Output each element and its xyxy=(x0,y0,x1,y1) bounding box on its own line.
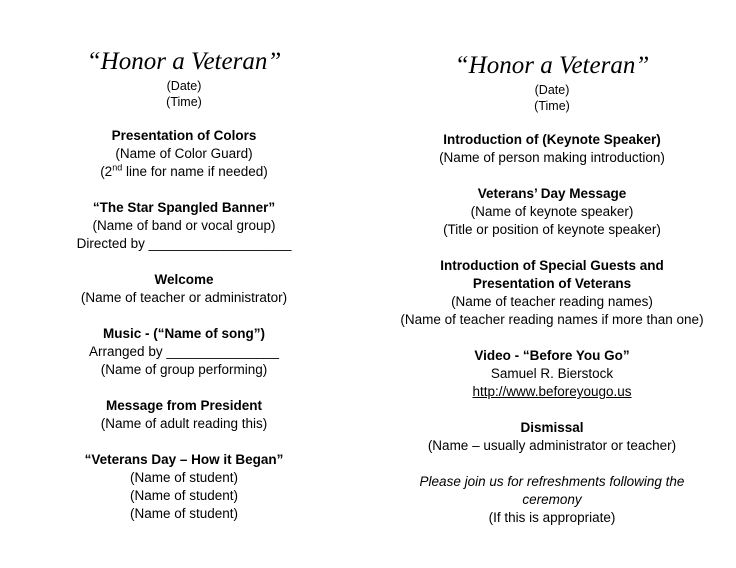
program-title: “Honor a Veteran” xyxy=(86,48,282,75)
section-heading: Presentation of Colors xyxy=(111,128,257,143)
program-title: “Honor a Veteran” xyxy=(454,52,650,79)
section-line: Arranged by _______________ xyxy=(89,344,279,359)
section-heading: Introduction of Special Guests and xyxy=(440,258,664,273)
date-placeholder: (Date) xyxy=(166,79,202,93)
section-welcome xyxy=(0,271,368,307)
time-placeholder: (Time) xyxy=(166,95,202,109)
section-line: Directed by ___________________ xyxy=(76,236,292,251)
section-line: (Name of student) xyxy=(129,506,239,521)
section-line: (Name of adult reading this) xyxy=(100,416,268,431)
section-line: (If this is appropriate) xyxy=(488,510,616,525)
date-placeholder: (Date) xyxy=(534,83,570,97)
section-keynote-introduction xyxy=(368,131,736,167)
section-line: (Name of person making introduction) xyxy=(439,150,665,165)
section-heading: “Veterans Day – How it Began” xyxy=(84,452,284,467)
left-program-panel xyxy=(0,0,368,523)
section-line: (Name of keynote speaker) xyxy=(470,204,634,219)
section-line: (Name of teacher or administrator) xyxy=(80,290,288,305)
section-heading: Video - “Before You Go” xyxy=(474,348,630,363)
section-heading: Introduction of (Keynote Speaker) xyxy=(443,132,661,147)
time-placeholder: (Time) xyxy=(534,99,570,113)
section-presentation-of-colors xyxy=(0,127,368,181)
section-line: (Name – usually administrator or teacher) xyxy=(427,438,677,453)
right-program-panel xyxy=(368,0,736,527)
section-heading: Veterans’ Day Message xyxy=(477,186,627,201)
section-line: (Name of Color Guard) xyxy=(115,146,253,161)
refreshments-note: ceremony xyxy=(522,492,582,507)
section-special-guests xyxy=(368,257,736,329)
section-veterans-day-message xyxy=(368,185,736,239)
section-veterans-day-history xyxy=(0,451,368,523)
section-line: (2nd line for name if needed) xyxy=(100,162,268,179)
section-line: (Name of student) xyxy=(129,470,239,485)
section-line: (Name of teacher reading names) xyxy=(451,294,653,309)
section-dismissal xyxy=(368,419,736,455)
section-heading: “The Star Spangled Banner” xyxy=(92,200,276,215)
section-line: (Name of band or vocal group) xyxy=(92,218,276,233)
section-refreshments xyxy=(368,473,736,527)
section-line: (Name of student) xyxy=(129,488,239,503)
section-heading: Message from President xyxy=(105,398,263,413)
section-heading: Dismissal xyxy=(520,420,584,435)
section-video xyxy=(368,347,736,401)
section-heading: Welcome xyxy=(154,272,214,287)
section-heading: Music - (“Name of song”) xyxy=(102,326,265,341)
video-website-link[interactable]: http://www.beforeyougo.us xyxy=(472,384,632,399)
section-star-spangled-banner xyxy=(0,199,368,253)
section-message-from-president xyxy=(0,397,368,433)
section-line: (Name of group performing) xyxy=(100,362,268,377)
section-line: (Name of teacher reading names if more than one) xyxy=(400,312,704,327)
section-heading: Presentation of Veterans xyxy=(472,276,632,291)
refreshments-note: Please join us for refreshments following the xyxy=(419,474,685,489)
section-line: Samuel R. Bierstock xyxy=(490,366,614,381)
section-music xyxy=(0,325,368,379)
section-line: (Title or position of keynote speaker) xyxy=(443,222,661,237)
